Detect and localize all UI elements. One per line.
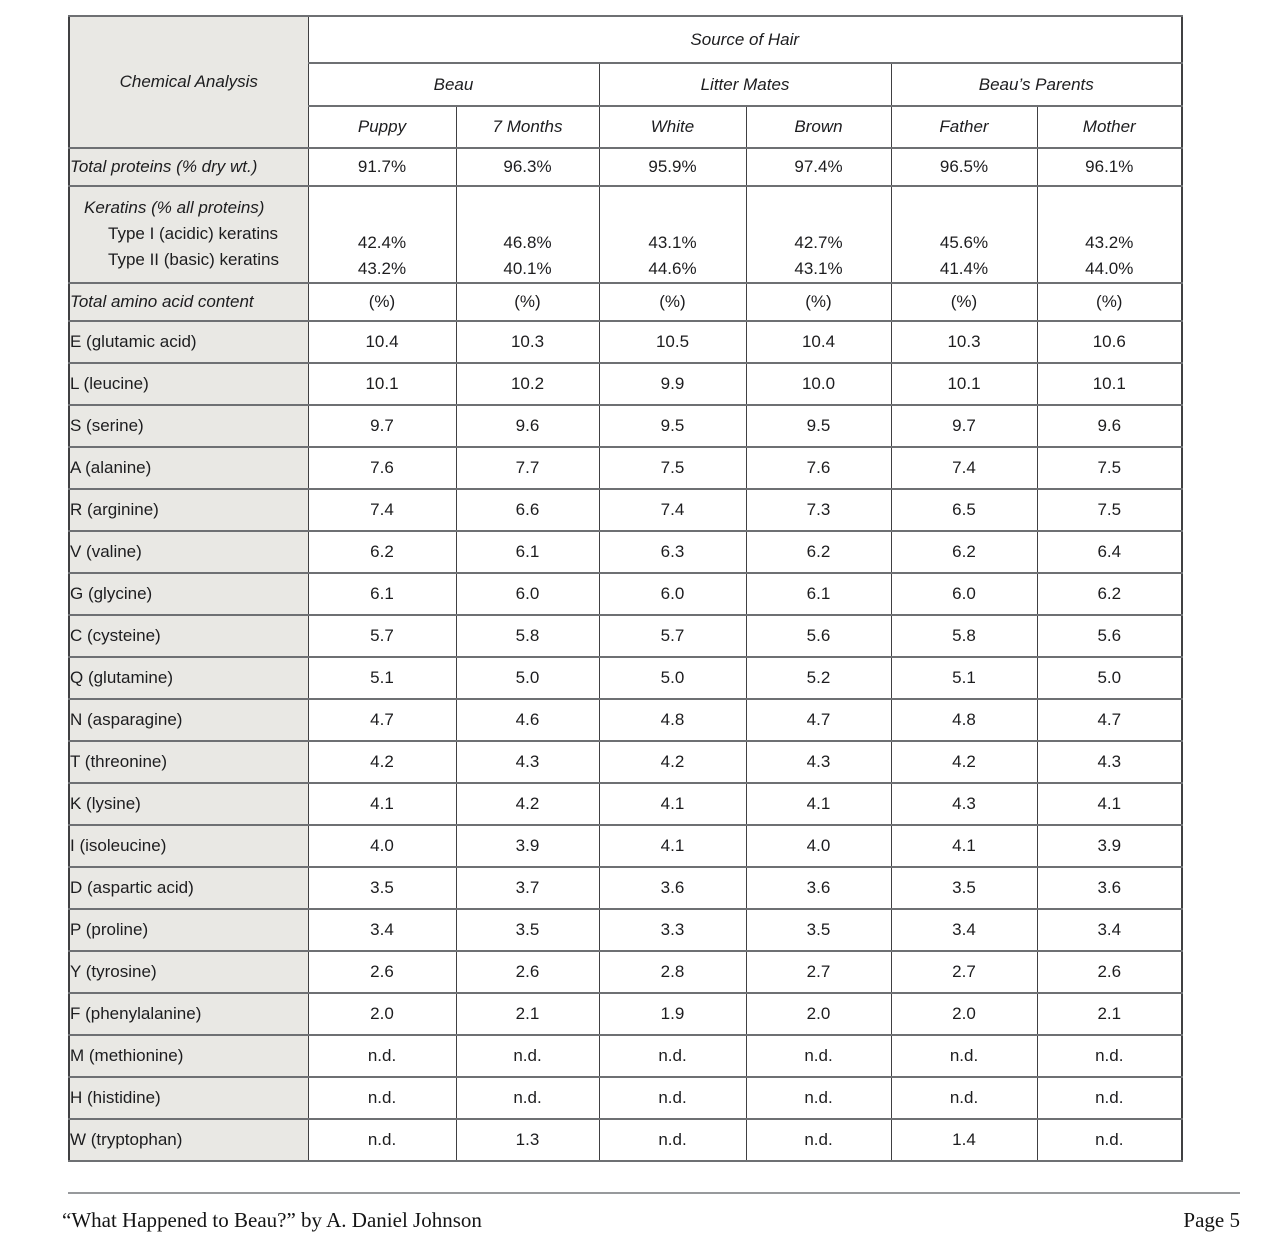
cell-value: 5.6 <box>1037 615 1182 657</box>
cell-value: n.d. <box>891 1077 1037 1119</box>
cell-value: n.d. <box>308 1119 456 1161</box>
cell-value: 3.5 <box>891 867 1037 909</box>
table-row <box>69 1035 1182 1077</box>
corner-header-chemical-analysis: Chemical Analysis <box>69 16 308 148</box>
table-row <box>69 825 1182 867</box>
group-header: Beau’s Parents <box>891 63 1182 106</box>
row-label: C (cysteine) <box>69 615 308 657</box>
row-label: E (glutamic acid) <box>69 321 308 363</box>
cell-value: n.d. <box>891 1035 1037 1077</box>
keratin-value: 46.8% <box>503 233 552 252</box>
keratin-value: 43.1% <box>648 233 697 252</box>
row-label: L (leucine) <box>69 363 308 405</box>
footer-page-number: Page 5 <box>1183 1208 1240 1232</box>
row-label: I (isoleucine) <box>69 825 308 867</box>
cell-value: 5.1 <box>891 657 1037 699</box>
cell-value: 2.7 <box>746 951 891 993</box>
cell-value: (%) <box>456 283 599 321</box>
row-label: M (methionine) <box>69 1035 308 1077</box>
cell-value: 10.4 <box>308 321 456 363</box>
cell-value: 3.7 <box>456 867 599 909</box>
cell-value: n.d. <box>746 1119 891 1161</box>
row-label: Total proteins (% dry wt.) <box>69 148 308 186</box>
cell-value <box>1037 186 1182 283</box>
cell-value: 1.9 <box>599 993 746 1035</box>
row-label: H (histidine) <box>69 1077 308 1119</box>
cell-value: 10.0 <box>746 363 891 405</box>
cell-value: 7.5 <box>1037 447 1182 489</box>
cell-value: 96.1% <box>1037 148 1182 186</box>
cell-value: 2.1 <box>456 993 599 1035</box>
keratins-subrow-label: Type I (acidic) keratins <box>108 224 279 243</box>
cell-value: n.d. <box>746 1077 891 1119</box>
chemical-analysis-table <box>68 15 1183 1162</box>
cell-value: 3.4 <box>891 909 1037 951</box>
cell-value: 4.2 <box>891 741 1037 783</box>
cell-value: 5.1 <box>308 657 456 699</box>
cell-value: 4.1 <box>308 783 456 825</box>
cell-value: n.d. <box>308 1077 456 1119</box>
keratin-value: 42.7% <box>794 233 843 252</box>
cell-value: 10.6 <box>1037 321 1182 363</box>
cell-value: (%) <box>308 283 456 321</box>
table-row <box>69 615 1182 657</box>
cell-value: 91.7% <box>308 148 456 186</box>
cell-value: n.d. <box>1037 1035 1182 1077</box>
cell-value: 7.5 <box>1037 489 1182 531</box>
cell-value: 4.2 <box>599 741 746 783</box>
cell-value: 6.1 <box>746 573 891 615</box>
keratin-value: 44.0% <box>1085 259 1134 278</box>
row-label: S (serine) <box>69 405 308 447</box>
cell-value: 9.7 <box>308 405 456 447</box>
cell-value: 4.1 <box>1037 783 1182 825</box>
cell-value <box>456 186 599 283</box>
table-row <box>69 531 1182 573</box>
keratin-value: 43.1% <box>794 259 843 278</box>
table-row <box>69 951 1182 993</box>
cell-value: 4.0 <box>308 825 456 867</box>
cell-value: 3.4 <box>308 909 456 951</box>
cell-value: 10.5 <box>599 321 746 363</box>
cell-value: 6.6 <box>456 489 599 531</box>
cell-value: 3.4 <box>1037 909 1182 951</box>
page-footer <box>62 1208 1240 1233</box>
row-label: T (threonine) <box>69 741 308 783</box>
cell-value: 9.9 <box>599 363 746 405</box>
column-header: Father <box>891 106 1037 148</box>
cell-value: (%) <box>746 283 891 321</box>
row-label <box>69 186 308 283</box>
cell-value: 3.9 <box>1037 825 1182 867</box>
table-row <box>69 657 1182 699</box>
row-label: G (glycine) <box>69 573 308 615</box>
table-row <box>69 1077 1182 1119</box>
keratin-value: 45.6% <box>939 233 989 252</box>
cell-value: 2.1 <box>1037 993 1182 1035</box>
cell-value: 96.5% <box>891 148 1037 186</box>
cell-value: 6.5 <box>891 489 1037 531</box>
cell-value: 10.1 <box>1037 363 1182 405</box>
cell-value: n.d. <box>746 1035 891 1077</box>
cell-value: 4.3 <box>456 741 599 783</box>
column-header: Puppy <box>308 106 456 148</box>
cell-value: 1.4 <box>891 1119 1037 1161</box>
cell-value: 6.1 <box>308 573 456 615</box>
table-row <box>69 405 1182 447</box>
table-row <box>69 699 1182 741</box>
cell-value: 10.3 <box>891 321 1037 363</box>
cell-value: 4.7 <box>1037 699 1182 741</box>
cell-value: 4.6 <box>456 699 599 741</box>
table-row <box>69 573 1182 615</box>
cell-value: 6.2 <box>308 531 456 573</box>
cell-value: 4.7 <box>308 699 456 741</box>
cell-value: 7.7 <box>456 447 599 489</box>
row-label: W (tryptophan) <box>69 1119 308 1161</box>
table-row <box>69 993 1182 1035</box>
cell-value: 10.3 <box>456 321 599 363</box>
cell-value: 4.2 <box>456 783 599 825</box>
cell-value: 3.6 <box>599 867 746 909</box>
cell-value: 10.1 <box>308 363 456 405</box>
row-label: V (valine) <box>69 531 308 573</box>
group-header: Beau <box>308 63 599 106</box>
cell-value: 5.7 <box>308 615 456 657</box>
cell-value: 4.8 <box>599 699 746 741</box>
cell-value: 3.6 <box>746 867 891 909</box>
table-row <box>69 741 1182 783</box>
cell-value: 9.6 <box>1037 405 1182 447</box>
cell-value <box>308 186 456 283</box>
cell-value: 4.1 <box>891 825 1037 867</box>
cell-value: 7.6 <box>746 447 891 489</box>
cell-value: 5.8 <box>456 615 599 657</box>
cell-value: 7.4 <box>308 489 456 531</box>
row-label: D (aspartic acid) <box>69 867 308 909</box>
table-row-total-proteins <box>69 148 1182 186</box>
cell-value: 4.1 <box>746 783 891 825</box>
cell-value: n.d. <box>1037 1077 1182 1119</box>
cell-value: 4.0 <box>746 825 891 867</box>
cell-value: 3.3 <box>599 909 746 951</box>
table-row-keratins <box>69 186 1182 283</box>
cell-value: (%) <box>891 283 1037 321</box>
cell-value: 10.4 <box>746 321 891 363</box>
cell-value: 9.6 <box>456 405 599 447</box>
cell-value: (%) <box>599 283 746 321</box>
keratin-value: 43.2% <box>1085 233 1134 252</box>
cell-value: 2.8 <box>599 951 746 993</box>
cell-value: n.d. <box>1037 1119 1182 1161</box>
cell-value: 4.3 <box>746 741 891 783</box>
cell-value: n.d. <box>599 1119 746 1161</box>
row-label: K (lysine) <box>69 783 308 825</box>
column-header: White <box>599 106 746 148</box>
cell-value: 2.6 <box>308 951 456 993</box>
table-row <box>69 489 1182 531</box>
cell-value: 5.0 <box>456 657 599 699</box>
column-header: 7 Months <box>456 106 599 148</box>
keratins-title: Keratins (% all proteins) <box>84 198 265 217</box>
cell-value: 6.2 <box>891 531 1037 573</box>
cell-value: 2.0 <box>891 993 1037 1035</box>
table-row-amino-header <box>69 283 1182 321</box>
cell-value: n.d. <box>456 1035 599 1077</box>
cell-value: 7.3 <box>746 489 891 531</box>
cell-value: 3.5 <box>308 867 456 909</box>
cell-value: 3.5 <box>456 909 599 951</box>
cell-value: 4.7 <box>746 699 891 741</box>
cell-value: 7.4 <box>891 447 1037 489</box>
keratin-value: 41.4% <box>939 259 989 278</box>
cell-value: 2.0 <box>746 993 891 1035</box>
row-label: R (arginine) <box>69 489 308 531</box>
group-header: Litter Mates <box>599 63 891 106</box>
row-label: N (asparagine) <box>69 699 308 741</box>
cell-value: 1.3 <box>456 1119 599 1161</box>
cell-value: 9.5 <box>599 405 746 447</box>
cell-value: 5.7 <box>599 615 746 657</box>
table-row <box>69 321 1182 363</box>
cell-value: 2.6 <box>1037 951 1182 993</box>
cell-value <box>599 186 746 283</box>
cell-value: 3.9 <box>456 825 599 867</box>
cell-value: 97.4% <box>746 148 891 186</box>
cell-value: 96.3% <box>456 148 599 186</box>
header-row-source <box>69 16 1182 63</box>
cell-value: 95.9% <box>599 148 746 186</box>
cell-value: n.d. <box>456 1077 599 1119</box>
cell-value: 4.1 <box>599 825 746 867</box>
cell-value: 3.6 <box>1037 867 1182 909</box>
cell-value: 6.4 <box>1037 531 1182 573</box>
table-row <box>69 783 1182 825</box>
cell-value: 4.8 <box>891 699 1037 741</box>
cell-value: 9.5 <box>746 405 891 447</box>
row-label: Y (tyrosine) <box>69 951 308 993</box>
cell-value: 10.1 <box>891 363 1037 405</box>
cell-value: 5.0 <box>1037 657 1182 699</box>
cell-value: 6.0 <box>891 573 1037 615</box>
cell-value: 6.3 <box>599 531 746 573</box>
row-label: Total amino acid content <box>69 283 308 321</box>
cell-value: (%) <box>1037 283 1182 321</box>
column-header: Mother <box>1037 106 1182 148</box>
footer-citation: “What Happened to Beau?” by A. Daniel Johnson <box>62 1208 482 1232</box>
keratin-value: 44.6% <box>648 259 697 278</box>
cell-value: n.d. <box>599 1035 746 1077</box>
table-row <box>69 363 1182 405</box>
cell-value: 2.7 <box>891 951 1037 993</box>
cell-value: n.d. <box>599 1077 746 1119</box>
cell-value <box>891 186 1037 283</box>
cell-value: 6.2 <box>1037 573 1182 615</box>
footer-divider <box>68 1192 1240 1194</box>
cell-value: 7.5 <box>599 447 746 489</box>
cell-value: 6.0 <box>599 573 746 615</box>
table-row <box>69 909 1182 951</box>
header-source-of-hair: Source of Hair <box>308 16 1182 63</box>
cell-value: 5.2 <box>746 657 891 699</box>
cell-value: 4.3 <box>1037 741 1182 783</box>
cell-value: 7.6 <box>308 447 456 489</box>
cell-value: 4.3 <box>891 783 1037 825</box>
row-label: A (alanine) <box>69 447 308 489</box>
cell-value: 6.1 <box>456 531 599 573</box>
cell-value: 5.8 <box>891 615 1037 657</box>
row-label: P (proline) <box>69 909 308 951</box>
row-label: F (phenylalanine) <box>69 993 308 1035</box>
keratin-value: 40.1% <box>503 259 552 278</box>
keratins-subrow-label: Type II (basic) keratins <box>108 250 280 269</box>
cell-value: 5.0 <box>599 657 746 699</box>
row-label: Q (glutamine) <box>69 657 308 699</box>
cell-value: 4.1 <box>599 783 746 825</box>
table-row <box>69 867 1182 909</box>
keratin-value: 42.4% <box>357 233 407 252</box>
cell-value: 4.2 <box>308 741 456 783</box>
table-row <box>69 447 1182 489</box>
cell-value: 3.5 <box>746 909 891 951</box>
cell-value: 2.6 <box>456 951 599 993</box>
keratin-value: 43.2% <box>357 259 407 278</box>
cell-value <box>746 186 891 283</box>
cell-value: 7.4 <box>599 489 746 531</box>
table-row <box>69 1119 1182 1161</box>
cell-value: 10.2 <box>456 363 599 405</box>
cell-value: 2.0 <box>308 993 456 1035</box>
column-header: Brown <box>746 106 891 148</box>
cell-value: 5.6 <box>746 615 891 657</box>
cell-value: 6.0 <box>456 573 599 615</box>
cell-value: n.d. <box>308 1035 456 1077</box>
cell-value: 6.2 <box>746 531 891 573</box>
cell-value: 9.7 <box>891 405 1037 447</box>
